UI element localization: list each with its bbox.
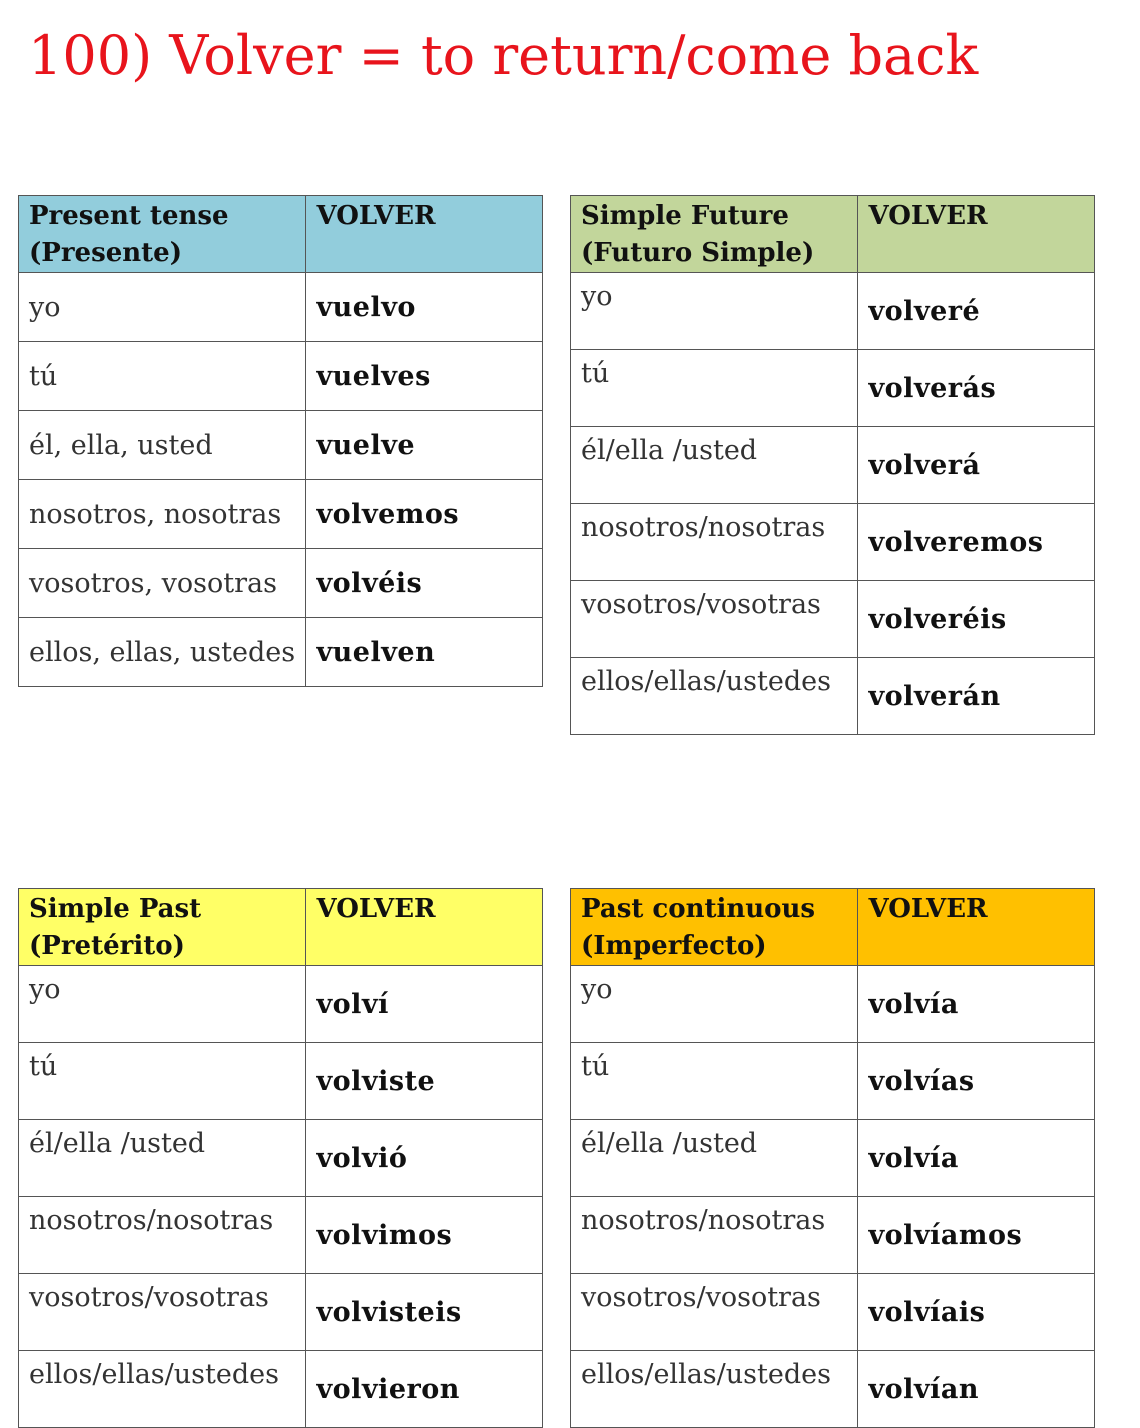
conjugation-cell: volviste (306, 1043, 543, 1120)
conjugation-cell: volvisteis (306, 1274, 543, 1351)
pronoun-cell: nosotros/nosotras (571, 1197, 858, 1274)
conjugation-cell: volverá (858, 427, 1095, 504)
conjugation-cell: volveré (858, 273, 1095, 350)
table-row (19, 1120, 543, 1197)
tense-header: Past continuous (Imperfecto) (571, 889, 858, 966)
conjugation-cell: volverán (858, 658, 1095, 735)
present-tense-table (18, 195, 543, 687)
conjugation-cell: volvéis (306, 549, 543, 618)
verb-header: VOLVER (306, 196, 543, 273)
pronoun-cell: tú (19, 1043, 306, 1120)
table-header-row (19, 196, 543, 273)
pronoun-cell: nosotros/nosotras (571, 504, 858, 581)
table-row (19, 1351, 543, 1428)
pronoun-cell: yo (19, 273, 306, 342)
pronoun-cell: vosotros/vosotras (571, 581, 858, 658)
table-row (571, 1043, 1095, 1120)
pronoun-cell: él, ella, usted (19, 411, 306, 480)
pronoun-cell: vosotros, vosotras (19, 549, 306, 618)
table-row (19, 1043, 543, 1120)
table-row (571, 427, 1095, 504)
table-row (19, 411, 543, 480)
pronoun-cell: yo (19, 966, 306, 1043)
verb-header: VOLVER (306, 889, 543, 966)
conjugation-cell: vuelves (306, 342, 543, 411)
table-row (571, 581, 1095, 658)
table-row (19, 273, 543, 342)
table-header-row (19, 889, 543, 966)
conjugation-cell: volveremos (858, 504, 1095, 581)
pronoun-cell: vosotros/vosotras (19, 1274, 306, 1351)
verb-header: VOLVER (858, 196, 1095, 273)
table-row (19, 342, 543, 411)
pronoun-cell: tú (571, 1043, 858, 1120)
tense-header: Simple Future (Futuro Simple) (571, 196, 858, 273)
conjugation-cell: volví (306, 966, 543, 1043)
pronoun-cell: yo (571, 966, 858, 1043)
pronoun-cell: ellos/ellas/ustedes (19, 1351, 306, 1428)
table-row (19, 549, 543, 618)
table-row (571, 273, 1095, 350)
table-row (571, 966, 1095, 1043)
pronoun-cell: tú (571, 350, 858, 427)
table-row (571, 1274, 1095, 1351)
tense-header: Simple Past (Pretérito) (19, 889, 306, 966)
table-row (571, 350, 1095, 427)
pronoun-cell: yo (571, 273, 858, 350)
conjugation-cell: vuelve (306, 411, 543, 480)
table-row (19, 966, 543, 1043)
pronoun-cell: ellos, ellas, ustedes (19, 618, 306, 687)
conjugation-cell: volvíamos (858, 1197, 1095, 1274)
table-row (571, 1197, 1095, 1274)
table-row (571, 1351, 1095, 1428)
conjugation-cell: volvían (858, 1351, 1095, 1428)
conjugation-cell: vuelvo (306, 273, 543, 342)
pronoun-cell: él/ella /usted (571, 1120, 858, 1197)
preterite-tense-table (18, 888, 543, 1428)
pronoun-cell: nosotros/nosotras (19, 1197, 306, 1274)
conjugation-cell: volvías (858, 1043, 1095, 1120)
imperfect-tense-table (570, 888, 1095, 1428)
table-row (19, 618, 543, 687)
pronoun-cell: vosotros/vosotras (571, 1274, 858, 1351)
future-tense-table (570, 195, 1095, 735)
pronoun-cell: ellos/ellas/ustedes (571, 658, 858, 735)
pronoun-cell: él/ella /usted (571, 427, 858, 504)
conjugation-cell: volveréis (858, 581, 1095, 658)
table-row (571, 1120, 1095, 1197)
pronoun-cell: él/ella /usted (19, 1120, 306, 1197)
table-row (19, 480, 543, 549)
conjugation-cell: volverás (858, 350, 1095, 427)
table-row (19, 1274, 543, 1351)
pronoun-cell: tú (19, 342, 306, 411)
conjugation-cell: volvemos (306, 480, 543, 549)
conjugation-cell: volvíais (858, 1274, 1095, 1351)
pronoun-cell: ellos/ellas/ustedes (571, 1351, 858, 1428)
table-row (19, 1197, 543, 1274)
conjugation-cell: volvía (858, 966, 1095, 1043)
conjugation-cell: volvió (306, 1120, 543, 1197)
page-title: 100) Volver = to return/come back (28, 24, 979, 87)
pronoun-cell: nosotros, nosotras (19, 480, 306, 549)
table-row (571, 504, 1095, 581)
conjugation-cell: volvieron (306, 1351, 543, 1428)
tense-header: Present tense (Presente) (19, 196, 306, 273)
table-header-row (571, 889, 1095, 966)
table-header-row (571, 196, 1095, 273)
table-row (571, 658, 1095, 735)
conjugation-cell: volvía (858, 1120, 1095, 1197)
conjugation-cell: vuelven (306, 618, 543, 687)
conjugation-cell: volvimos (306, 1197, 543, 1274)
verb-header: VOLVER (858, 889, 1095, 966)
